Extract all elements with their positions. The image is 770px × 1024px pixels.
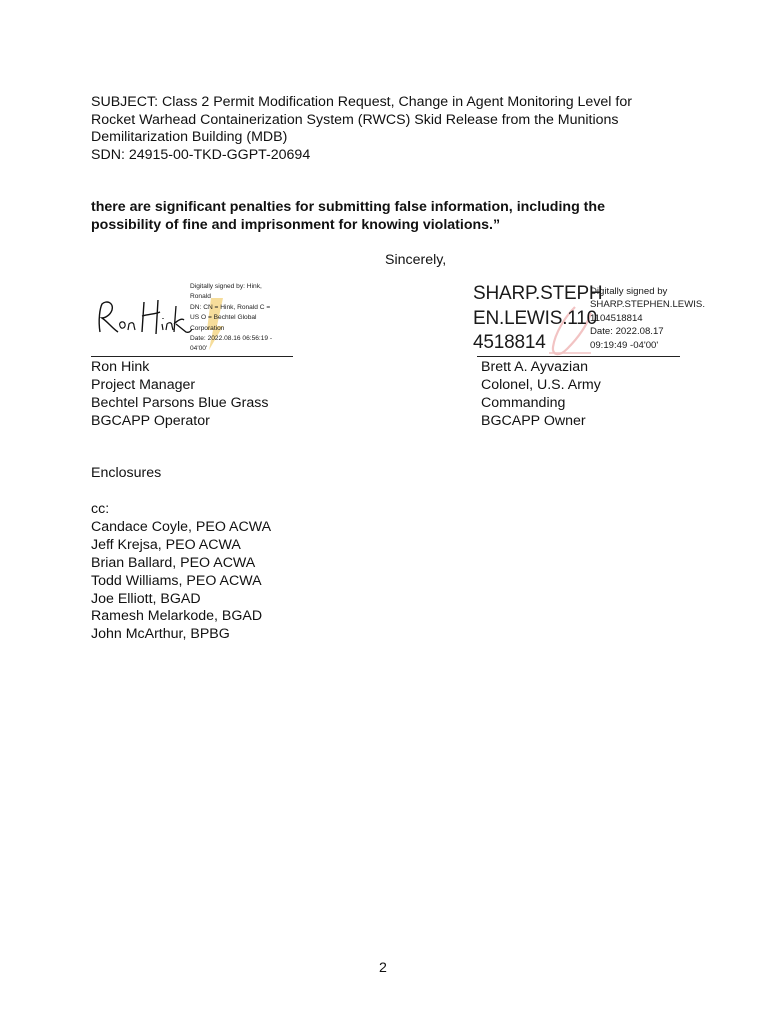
signature-left [91,280,293,357]
closing-salutation: Sincerely, [385,252,447,268]
subject-line: Rocket Warhead Containerization System (RWCS) Skid Release from the Munitions [91,111,619,128]
signatory-right [481,358,601,430]
cert-line: EN.LEWIS.110 [473,307,597,329]
signatory-organization: Commanding [481,395,566,411]
page-number: 2 [379,960,387,976]
subject-line: SUBJECT: Class 2 Permit Modification Request, Change in Agent Monitoring Level for [91,94,632,110]
dsig-line: Date: 2022.08.17 [590,326,664,338]
signature-line-left [91,356,293,357]
cc-recipient: Brian Ballard, PEO ACWA [91,554,256,571]
sdn-line: SDN: 24915-00-TKD-GGPT-20694 [91,146,311,163]
quote-line: there are significant penalties for submitting false information, including the [91,199,605,215]
cc-recipient: Candace Coyle, PEO ACWA [91,518,272,535]
digital-signature-details-right [590,285,705,352]
cc-recipient: Jeff Krejsa, PEO ACWA [91,536,241,553]
subject-block [91,94,711,164]
quote-line: possibility of fine and imprisonment for knowing violations.” [91,217,501,233]
handwritten-signature-ron-hink [94,296,194,340]
signatory-organization: Bechtel Parsons Blue Grass [91,395,269,411]
signatory-name: Brett A. Ayvazian [481,359,588,375]
subject-line: Demilitarization Building (MDB) [91,129,288,146]
cc-recipient: John McArthur, BPBG [91,626,230,643]
signature-right [473,281,705,357]
signatory-name: Ron Hink [91,359,150,375]
dsig-line: DN: CN = Hink, Ronald C = [190,303,271,311]
cc-recipient: Joe Elliott, BGAD [91,590,201,607]
cc-recipient: Ramesh Melarkode, BGAD [91,608,263,625]
dsig-line: US O = Bechtel Global [190,314,257,322]
dsig-line: Ronald [190,293,211,301]
dsig-line: 04'00' [190,345,208,353]
certificate-name [473,282,602,356]
cc-recipient: Todd Williams, PEO ACWA [91,572,262,589]
dsig-line: 1104518814 [590,312,643,324]
cc-list [91,501,271,644]
cert-line: SHARP.STEPH [473,283,603,304]
signatory-left [91,358,268,430]
signatory-title: Project Manager [91,377,196,393]
dsig-line: Digitally signed by [590,286,668,297]
certification-quote [91,198,711,234]
digital-signature-details-left [190,282,295,355]
cc-label: cc: [91,501,110,517]
signatory-role: BGCAPP Operator [91,413,210,429]
dsig-line: SHARP.STEPHEN.LEWIS. [590,299,705,311]
signatory-title: Colonel, U.S. Army [481,377,601,393]
dsig-line: 09:19:49 -04'00' [590,339,659,351]
signature-line-right [477,356,680,357]
signatory-role: BGCAPP Owner [481,413,586,429]
dsig-line: Corporation [190,324,225,332]
cert-line: 4518814 [473,332,546,353]
enclosures-label: Enclosures [91,465,162,481]
dsig-line: Digitally signed by: Hink, [190,283,262,290]
dsig-line: Date: 2022.08.16 06:56:19 - [190,335,273,343]
